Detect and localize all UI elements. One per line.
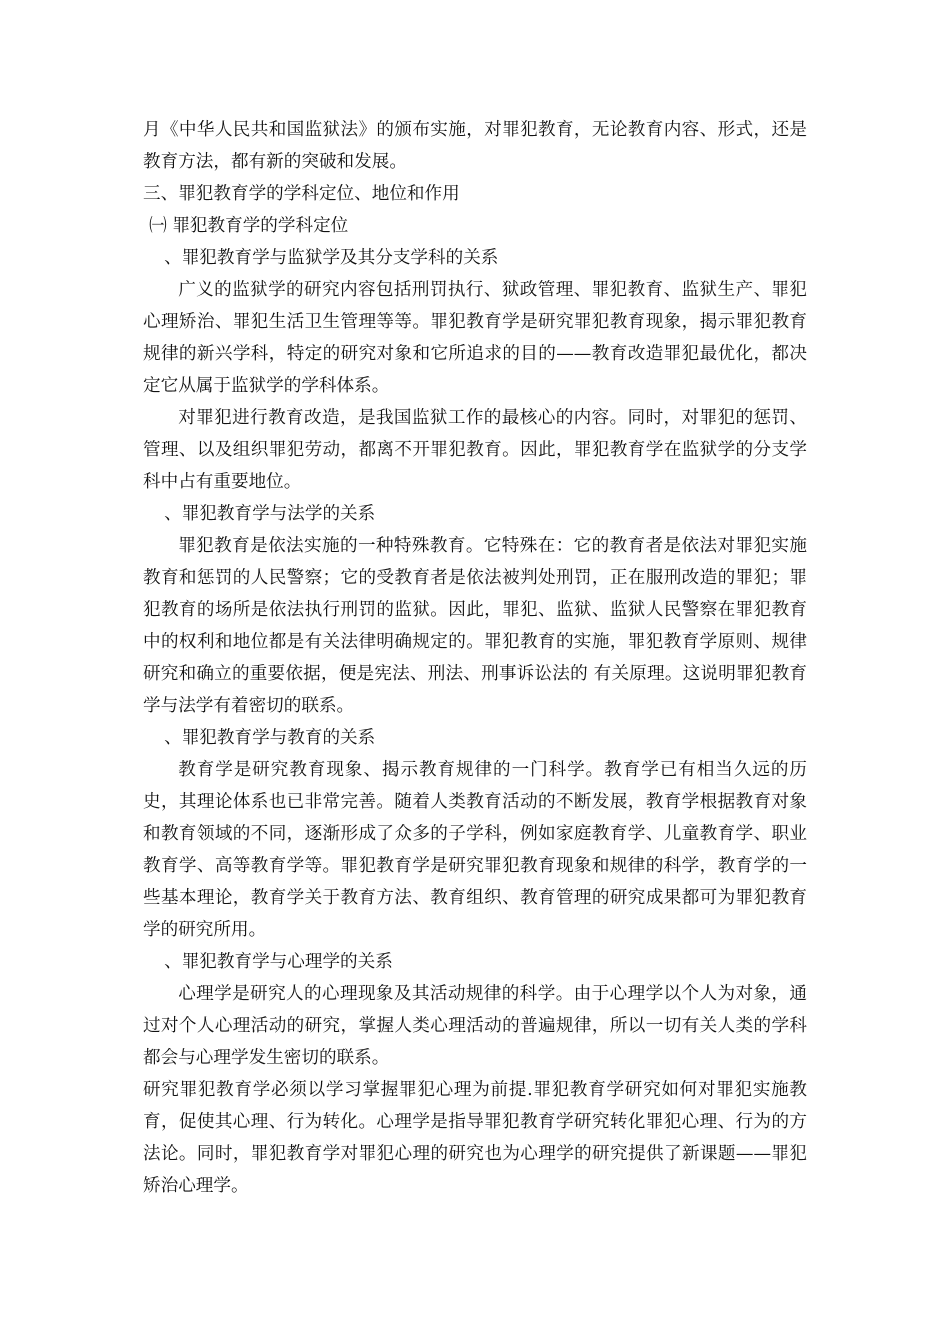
- paragraph-prison-science-2: 对罪犯进行教育改造，是我国监狱工作的最核心的内容。同时，对罪犯的惩罚、管理、以及组织罪犯劳动，都离不开罪犯教育。因此，罪犯教育学在监狱学的分支学科中占有重要地位。: [143, 408, 807, 492]
- document-page: [143, 114, 807, 1202]
- subsection-heading-1: ㈠ 罪犯教育学的学科定位: [149, 216, 349, 236]
- topic-heading-education: 、罪犯教育学与教育的关系: [164, 728, 376, 748]
- topic-heading-prison-science: 、罪犯教育学与监狱学及其分支学科的关系: [164, 248, 499, 268]
- topic-heading-law: 、罪犯教育学与法学的关系: [164, 504, 376, 524]
- paragraph-education: 教育学是研究教育现象、揭示教育规律的一门科学。教育学已有相当久远的历史，其理论体系也已非常完善。随着人类教育活动的不断发展，教育学根据教育对象和教育领域的不同，逐渐形成了众多的子学科，例如家庭教育学、儿童教育学、职业教育学、高等教育学等。罪犯教育学是研究罪犯教育现象和规律的科学，教育学的一些基本理论，教育学关于教育方法、教育组织、教育管理的研究成果都可为罪犯教育学的研究所用。: [143, 760, 807, 940]
- section-heading-3: 三、罪犯教育学的学科定位、地位和作用: [143, 184, 460, 204]
- paragraph-psychology-1: 心理学是研究人的心理现象及其活动规律的科学。由于心理学以个人为对象，通过对个人心理活动的研究，掌握人类心理活动的普遍规律，所以一切有关人类的学科都会与心理学发生密切的联系。: [143, 984, 807, 1068]
- paragraph-law: 罪犯教育是依法实施的一种特殊教育。它特殊在：它的教育者是依法对罪犯实施教育和惩罚的人民警察；它的受教育者是依法被判处刑罚，正在服刑改造的罪犯；罪犯教育的场所是依法执行刑罚的监狱。因此，罪犯、监狱、监狱人民警察在罪犯教育中的权利和地位都是有关法律明确规定的。罪犯教育的实施，罪犯教育学原则、规律研究和确立的重要依据，便是宪法、刑法、刑事诉讼法的 有关原理。这说明罪犯教育学与法学有着密切的联系。: [143, 536, 807, 716]
- topic-heading-psychology: 、罪犯教育学与心理学的关系: [164, 952, 393, 972]
- paragraph-0: 月《中华人民共和国监狱法》的颁布实施，对罪犯教育，无论教育内容、形式，还是教育方法，都有新的突破和发展。: [143, 120, 807, 172]
- paragraph-prison-science-1: 广义的监狱学的研究内容包括刑罚执行、狱政管理、罪犯教育、监狱生产、罪犯心理矫治、罪犯生活卫生管理等等。罪犯教育学是研究罪犯教育现象，揭示罪犯教育规律的新兴学科，特定的研究对象和它所追求的目的——教育改造罪犯最优化，都决定它从属于监狱学的学科体系。: [143, 280, 807, 396]
- paragraph-psychology-2: 研究罪犯教育学必须以学习掌握罪犯心理为前提.罪犯教育学研究如何对罪犯实施教育，促使其心理、行为转化。心理学是指导罪犯教育学研究转化罪犯心理、行为的方法论。同时，罪犯教育学对罪犯心理的研究也为心理学的研究提供了新课题——罪犯矫治心理学。: [143, 1080, 807, 1196]
